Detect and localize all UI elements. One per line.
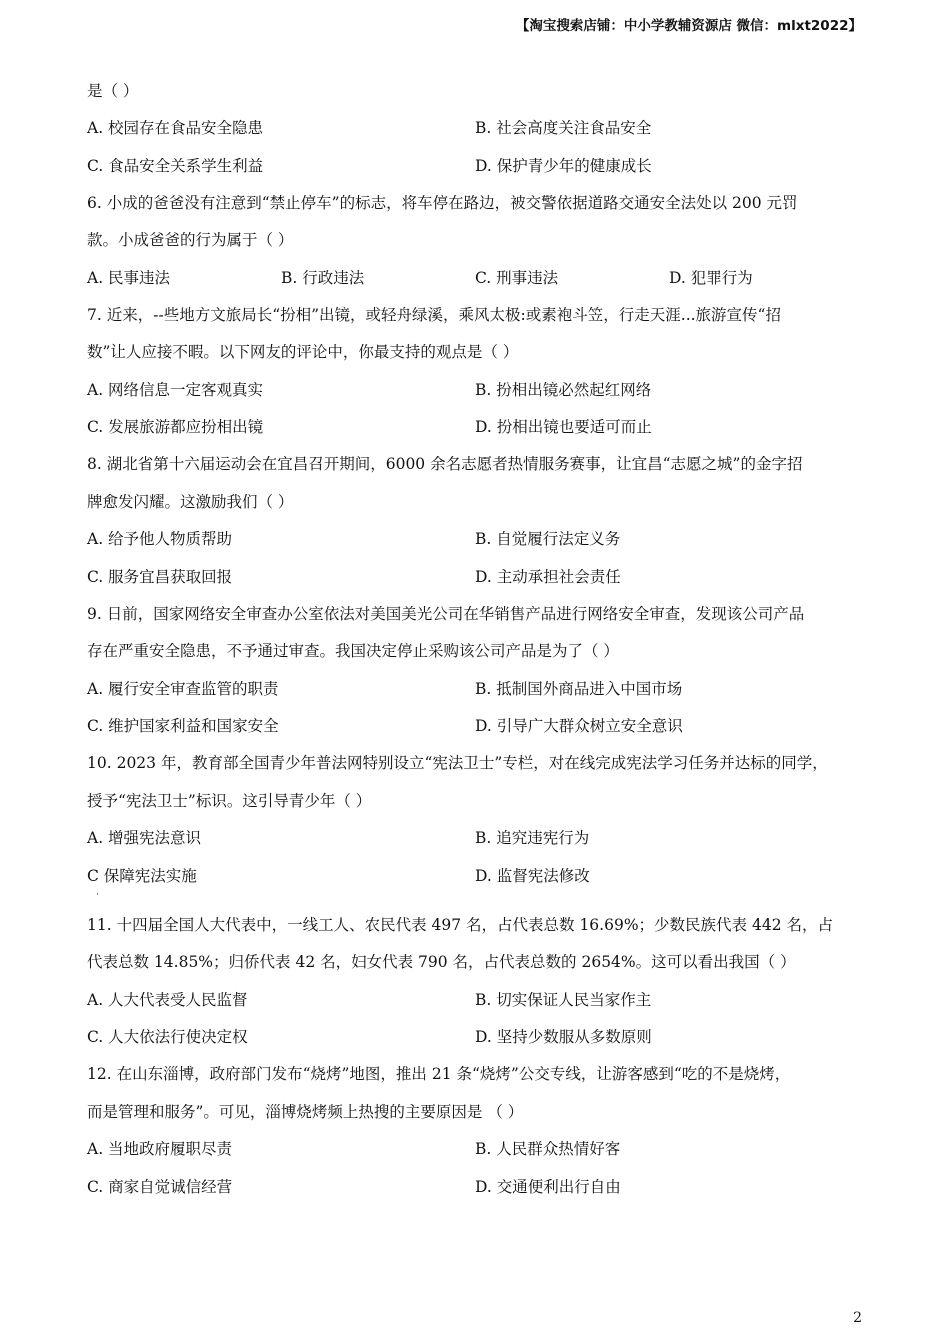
q7-option-c: C. 发展旅游都应扮相出镜	[87, 418, 264, 436]
q8-stem-line2: 牌愈发闪耀。这激励我们（ ）	[87, 493, 294, 511]
q7-option-a: A. 网络信息一定客观真实	[87, 381, 264, 399]
q8-option-a: A. 给予他人物质帮助	[87, 530, 233, 548]
q7-stem-line2: 数”让人应接不暇。以下网友的评论中，你最支持的观点是（ ）	[87, 343, 519, 361]
q10-stem-line2: 授予“宪法卫士”标识。这引导青少年（ ）	[87, 792, 372, 810]
q7-option-b: B. 扮相出镜必然起红网络	[475, 381, 652, 399]
q10-option-c: C 保障宪法实施	[87, 867, 197, 885]
q5-tail: 是（ ）	[87, 82, 139, 100]
q5-option-b: B. 社会高度关注食品安全	[475, 119, 652, 137]
q8-option-d: D. 主动承担社会责任	[475, 568, 621, 586]
q11-stem-line1: 11. 十四届全国人大代表中，一线工人、农民代表 497 名，占代表总数 16.69%；少数民族代表 442 名，占	[87, 916, 833, 934]
q9-option-c: C. 维护国家利益和国家安全	[87, 717, 279, 735]
q9-stem-line1: 9. 日前，国家网络安全审查办公室依法对美国美光公司在华销售产品进行网络安全审查，发现该公司产品	[87, 605, 805, 623]
q11-option-d: D. 坚持少数服从多数原则	[475, 1028, 652, 1046]
q11-option-b: B. 切实保证人民当家作主	[475, 991, 652, 1009]
q10-option-a: A. 增强宪法意识	[87, 829, 202, 847]
q10-stem-line1: 10. 2023 年，教育部全国青少年普法网特别设立“宪法卫士”专栏，对在线完成宪法学习任务并达标的同学，	[87, 754, 828, 772]
q5-option-c: C. 食品安全关系学生利益	[87, 157, 264, 175]
q8-stem-line1: 8. 湖北省第十六届运动会在宜昌召开期间，6000 余名志愿者热情服务赛事，让宜昌“志愿之城”的金字招	[87, 455, 803, 473]
q12-option-c: C. 商家自觉诚信经营	[87, 1178, 233, 1196]
q10-option-b: B. 追究违宪行为	[475, 829, 590, 847]
stray-dot-mark: ·	[96, 890, 99, 900]
q5-option-d: D. 保护青少年的健康成长	[475, 157, 652, 175]
q11-option-a: A. 人大代表受人民监督	[87, 991, 248, 1009]
q9-option-b: B. 抵制国外商品进入中国市场	[475, 680, 683, 698]
q11-stem-line2: 代表总数 14.85%；归侨代表 42 名，妇女代表 790 名，占代表总数的 2654%。这可以看出我国（ ）	[87, 953, 796, 971]
q9-option-a: A. 履行安全审查监管的职责	[87, 680, 279, 698]
q7-option-d: D. 扮相出镜也要适可而止	[475, 418, 652, 436]
q10-option-d: D. 监督宪法修改	[475, 867, 590, 885]
q5-option-a: A. 校园存在食品安全隐患	[87, 119, 264, 137]
q12-option-a: A. 当地政府履职尽责	[87, 1140, 233, 1158]
q9-option-d: D. 引导广大群众树立安全意识	[475, 717, 683, 735]
q12-stem-line2: 而是管理和服务”。可见，淄博烧烤频上热搜的主要原因是 （ ）	[87, 1103, 524, 1121]
q7-stem-line1: 7. 近来，--些地方文旅局长“扮相”出镜，或轻舟绿溪，乘风太极:或素袍斗笠，行走天涯...旅游宣传“招	[87, 306, 781, 324]
q8-option-b: B. 自觉履行法定义务	[475, 530, 621, 548]
q6-option-b: B. 行政违法	[281, 269, 365, 287]
q12-option-d: D. 交通便利出行自由	[475, 1178, 621, 1196]
q11-option-c: C. 人大依法行使决定权	[87, 1028, 248, 1046]
page-number: 2	[853, 1310, 862, 1326]
q6-option-c: C. 刑事违法	[475, 269, 559, 287]
q9-stem-line2: 存在严重安全隐患，不予通过审查。我国决定停止采购该公司产品是为了（ ）	[87, 642, 619, 660]
header-watermark: 【淘宝搜索店铺：中小学教辅资源店 微信：mlxt2022】	[515, 18, 862, 34]
q8-option-c: C. 服务宜昌获取回报	[87, 568, 233, 586]
q12-stem-line1: 12. 在山东淄博，政府部门发布“烧烤”地图，推出 21 条“烧烤”公交专线，让游客感到“吃的不是烧烤，	[87, 1065, 791, 1083]
q6-option-d: D. 犯罪行为	[669, 269, 753, 287]
q6-option-a: A. 民事违法	[87, 269, 171, 287]
q6-stem-line1: 6. 小成的爸爸没有注意到“禁止停车”的标志，将车停在路边，被交警依据道路交通安全法处以 200 元罚	[87, 194, 798, 212]
q12-option-b: B. 人民群众热情好客	[475, 1140, 621, 1158]
q6-stem-line2: 款。小成爸爸的行为属于（ ）	[87, 231, 294, 249]
